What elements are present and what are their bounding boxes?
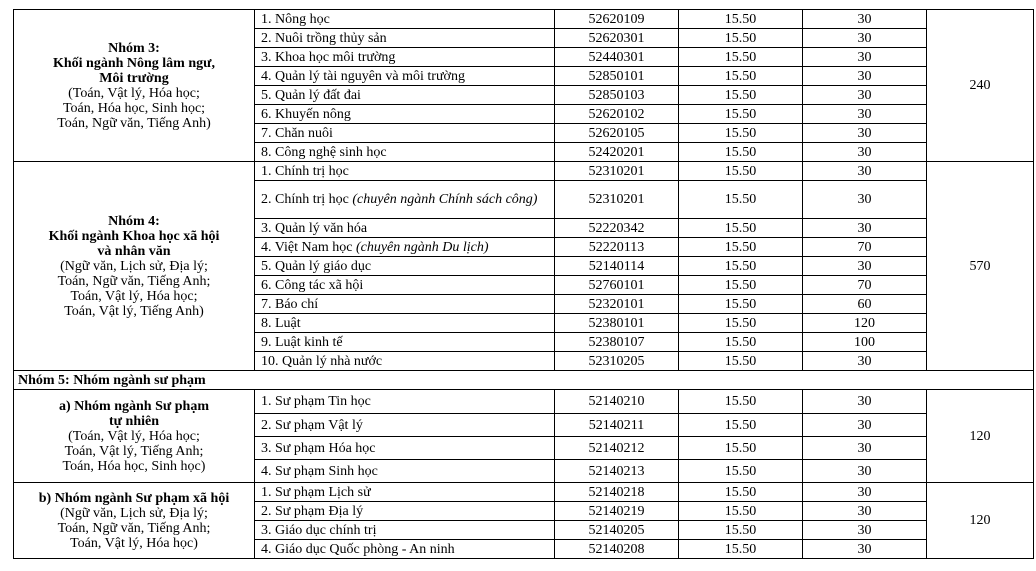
major-quota: 30: [803, 414, 927, 437]
major-quota: 30: [803, 162, 927, 181]
major-quota: 100: [803, 333, 927, 352]
major-score: 15.50: [679, 483, 803, 502]
major-name: [255, 10, 555, 29]
major-name-text: 3. Quản lý văn hóa: [261, 220, 368, 236]
group-title: a) Nhóm ngành Sư phạm tự nhiên: [58, 398, 209, 429]
major-name: [255, 333, 555, 352]
major-name: [255, 521, 555, 540]
major-name-text: 1. Sư phạm Lịch sử: [261, 484, 371, 500]
major-score: 15.50: [679, 238, 803, 257]
major-quota: 30: [803, 29, 927, 48]
major-code: 52220342: [555, 219, 679, 238]
major-quota: 30: [803, 105, 927, 124]
major-quota: 30: [803, 143, 927, 162]
major-quota: 30: [803, 483, 927, 502]
major-code: 52620102: [555, 105, 679, 124]
major-code: 52320101: [555, 295, 679, 314]
major-score: 15.50: [679, 437, 803, 460]
major-code: 52310201: [555, 181, 679, 219]
major-name: [255, 257, 555, 276]
admission-table: [13, 9, 1034, 559]
major-score: 15.50: [679, 521, 803, 540]
major-quota: 30: [803, 219, 927, 238]
major-quota: 30: [803, 521, 927, 540]
major-score: 15.50: [679, 333, 803, 352]
major-score: 15.50: [679, 48, 803, 67]
major-name-text: 6. Công tác xã hội: [261, 277, 364, 293]
major-score: 15.50: [679, 390, 803, 414]
major-score: 15.50: [679, 143, 803, 162]
major-score: 15.50: [679, 540, 803, 559]
major-score: 15.50: [679, 295, 803, 314]
major-code: 52380101: [555, 314, 679, 333]
major-code: 52140218: [555, 483, 679, 502]
major-name: [255, 238, 555, 257]
group-subjects: (Ngữ văn, Lịch sử, Địa lý; Toán, Ngữ văn, Tiếng Anh; Toán, Vật lý, Hóa học): [57, 505, 211, 551]
major-name: [255, 86, 555, 105]
major-code: 52140208: [555, 540, 679, 559]
group-total: 570: [927, 162, 1034, 371]
major-code: 52220113: [555, 238, 679, 257]
major-code: 52310201: [555, 162, 679, 181]
major-quota: 70: [803, 238, 927, 257]
major-code: 52140219: [555, 502, 679, 521]
major-name: [255, 437, 555, 460]
table-row: [14, 162, 1034, 181]
major-quota: 30: [803, 437, 927, 460]
group-total: 240: [927, 10, 1034, 162]
major-name-text: 3. Khoa học môi trường: [261, 49, 396, 65]
major-quota: 30: [803, 257, 927, 276]
major-name-text: 8. Công nghệ sinh học: [261, 144, 387, 160]
major-name: [255, 502, 555, 521]
major-name: [255, 314, 555, 333]
major-name-text: 10. Quản lý nhà nước: [261, 353, 383, 369]
major-quota: 30: [803, 67, 927, 86]
major-name-text: 1. Nông học: [261, 11, 330, 27]
major-name: [255, 414, 555, 437]
major-name: [255, 295, 555, 314]
major-note: (chuyên ngành Du lịch): [355, 239, 489, 255]
major-name-text: 2. Nuôi trồng thủy sản: [261, 30, 387, 46]
section-row: [14, 371, 1034, 390]
major-note: (chuyên ngành Chính sách công): [352, 192, 538, 207]
group-subjects: (Toán, Vật lý, Hóa học; Toán, Hóa học, Sinh học; Toán, Ngữ văn, Tiếng Anh): [57, 85, 211, 131]
major-quota: 30: [803, 48, 927, 67]
group-total: 120: [927, 390, 1034, 483]
major-code: 52140212: [555, 437, 679, 460]
major-name: [255, 219, 555, 238]
major-name-text: 1. Sư phạm Tin học: [261, 394, 371, 409]
major-code: 52140211: [555, 414, 679, 437]
major-name-text: 7. Chăn nuôi: [261, 125, 333, 141]
major-name-text: 4. Giáo dục Quốc phòng - An ninh: [261, 541, 455, 557]
major-name-text: 5. Quản lý giáo dục: [261, 258, 372, 274]
table-row: [14, 10, 1034, 29]
major-quota: 70: [803, 276, 927, 295]
major-code: 52850101: [555, 67, 679, 86]
major-code: 52760101: [555, 276, 679, 295]
major-name: [255, 67, 555, 86]
major-name-text: 5. Quản lý đất đai: [261, 87, 361, 103]
major-quota: 30: [803, 181, 927, 219]
major-name: [255, 352, 555, 371]
major-quota: 30: [803, 352, 927, 371]
table-row: [14, 483, 1034, 502]
major-score: 15.50: [679, 460, 803, 483]
major-quota: 60: [803, 295, 927, 314]
major-name-text: 3. Sư phạm Hóa học: [261, 440, 376, 456]
major-quota: 30: [803, 10, 927, 29]
major-name-text: 4. Sư phạm Sinh học: [261, 463, 378, 479]
major-score: 15.50: [679, 10, 803, 29]
group-subjects: (Ngữ văn, Lịch sử, Địa lý; Toán, Ngữ văn, Tiếng Anh; Toán, Vật lý, Hóa học; Toán, Vật lý, Tiếng Anh): [57, 258, 211, 319]
major-name-text: 6. Khuyến nông: [261, 106, 351, 122]
group-total: 120: [927, 483, 1034, 559]
major-score: 15.50: [679, 162, 803, 181]
major-score: 15.50: [679, 352, 803, 371]
group-cell: [14, 483, 255, 559]
major-score: 15.50: [679, 181, 803, 219]
major-name: [255, 48, 555, 67]
table-body: [14, 10, 1034, 559]
major-code: 52850103: [555, 86, 679, 105]
major-score: 15.50: [679, 314, 803, 333]
major-name: [255, 29, 555, 48]
major-name-text: 2. Chính trị học: [261, 192, 353, 207]
major-name-text: 8. Luật: [261, 315, 301, 331]
major-score: 15.50: [679, 29, 803, 48]
major-score: 15.50: [679, 502, 803, 521]
major-name: [255, 105, 555, 124]
major-code: 52310205: [555, 352, 679, 371]
major-name: [255, 276, 555, 295]
group-title: Nhóm 4: Khối ngành Khoa học xã hội và nhân văn: [48, 213, 220, 259]
group-subjects: (Toán, Vật lý, Hóa học; Toán, Vật lý, Tiếng Anh; Toán, Hóa học, Sinh học): [62, 428, 206, 474]
major-score: 15.50: [679, 219, 803, 238]
major-name: [255, 460, 555, 483]
major-name-text: 1. Chính trị học: [261, 163, 349, 179]
major-code: 52620301: [555, 29, 679, 48]
major-score: 15.50: [679, 124, 803, 143]
major-score: 15.50: [679, 257, 803, 276]
major-code: 52140205: [555, 521, 679, 540]
group-title: b) Nhóm ngành Sư phạm xã hội: [38, 490, 230, 506]
major-score: 15.50: [679, 276, 803, 295]
major-name-text: 7. Báo chí: [261, 296, 319, 312]
major-name-text: 4. Quản lý tài nguyên và môi trường: [261, 68, 465, 84]
major-name-text: 9. Luật kinh tế: [261, 334, 343, 350]
major-code: 52620105: [555, 124, 679, 143]
group-cell: [14, 390, 255, 483]
major-name: [255, 181, 555, 219]
major-code: 52620109: [555, 10, 679, 29]
major-score: 15.50: [679, 86, 803, 105]
major-quota: 30: [803, 124, 927, 143]
major-name-text: 3. Giáo dục chính trị: [261, 522, 377, 538]
major-name-text: 2. Sư phạm Vật lý: [261, 417, 363, 433]
major-name: [255, 540, 555, 559]
major-quota: 30: [803, 460, 927, 483]
group-cell: [14, 10, 255, 162]
major-code: 52440301: [555, 48, 679, 67]
major-score: 15.50: [679, 67, 803, 86]
section-heading: Nhóm 5: Nhóm ngành sư phạm: [14, 371, 1034, 390]
major-code: 52420201: [555, 143, 679, 162]
major-quota: 30: [803, 540, 927, 559]
major-name: [255, 143, 555, 162]
major-quota: 30: [803, 502, 927, 521]
major-code: 52140210: [555, 390, 679, 414]
major-score: 15.50: [679, 105, 803, 124]
major-quota: 120: [803, 314, 927, 333]
major-quota: 30: [803, 86, 927, 105]
major-name: [255, 162, 555, 181]
major-name: [255, 124, 555, 143]
major-name-text: 2. Sư phạm Địa lý: [261, 503, 364, 519]
table-row: [14, 390, 1034, 414]
major-name: [255, 483, 555, 502]
major-name: [255, 390, 555, 414]
group-title: Nhóm 3: Khối ngành Nông lâm ngư, Môi trường: [52, 40, 216, 86]
major-name-text: 4. Việt Nam học: [261, 239, 356, 255]
major-quota: 30: [803, 390, 927, 414]
major-code: 52140213: [555, 460, 679, 483]
major-code: 52380107: [555, 333, 679, 352]
major-code: 52140114: [555, 257, 679, 276]
group-cell: [14, 162, 255, 371]
major-score: 15.50: [679, 414, 803, 437]
